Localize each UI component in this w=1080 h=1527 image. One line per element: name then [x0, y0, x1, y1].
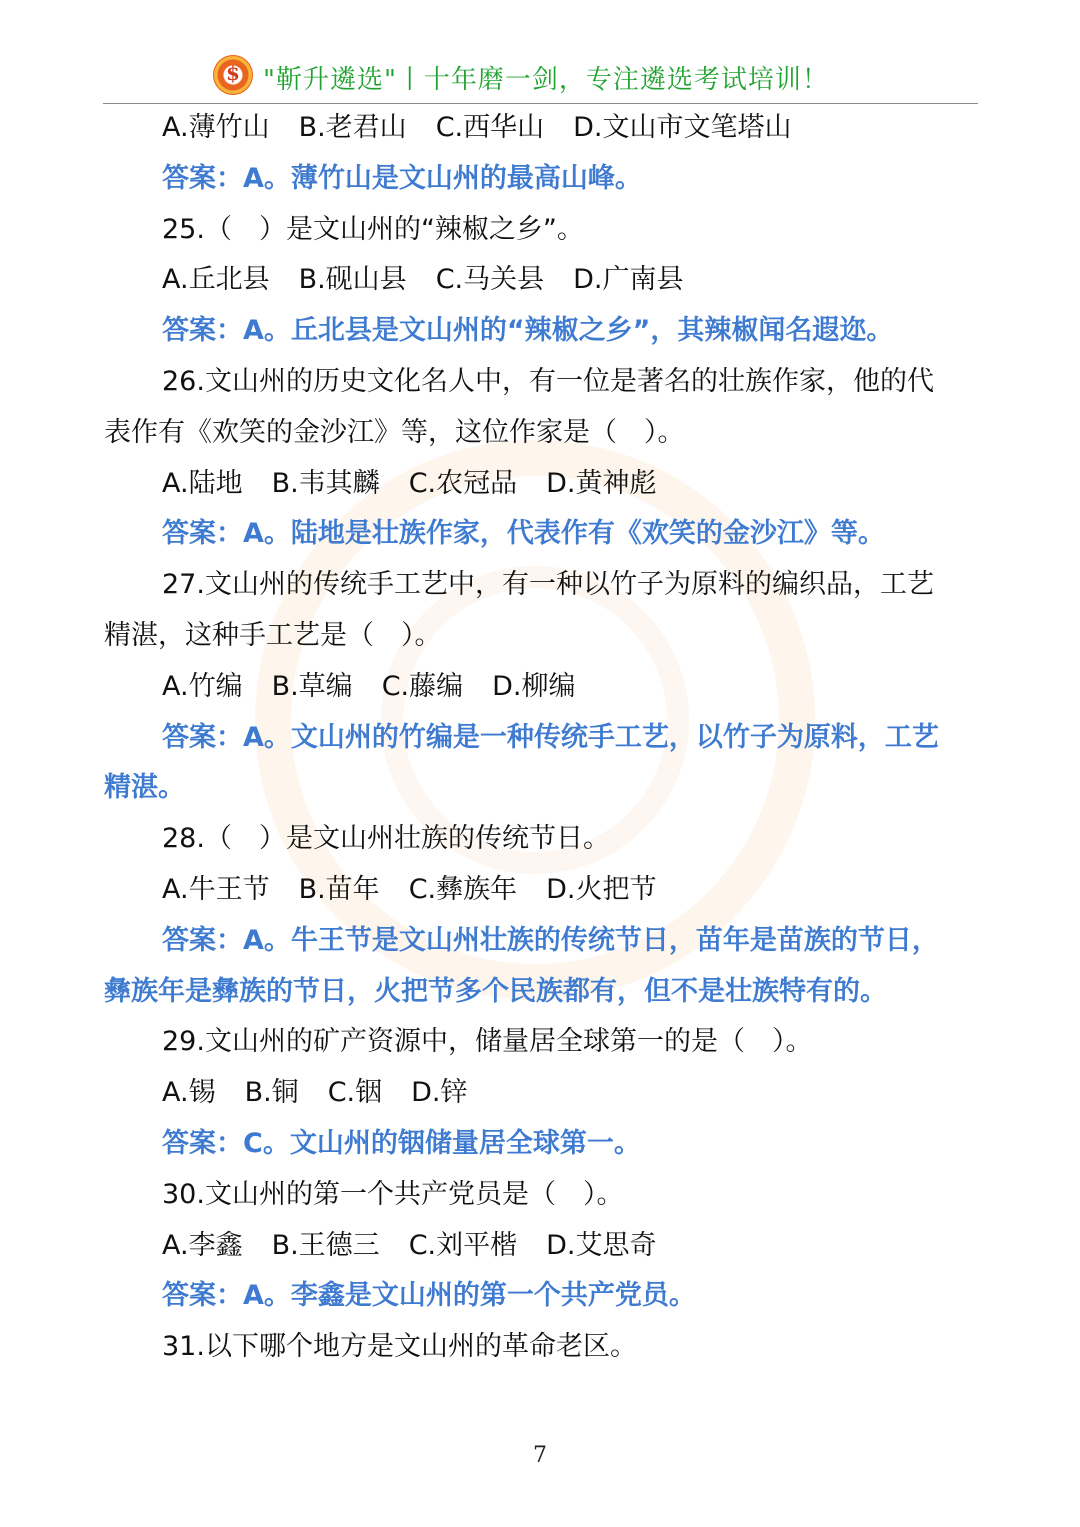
answer-line: 答案：A。牛王节是文山州壮族的传统节日，苗年是苗族的节日，: [162, 924, 939, 956]
option-line: [162, 111, 821, 145]
option-line: [162, 670, 605, 704]
answer-line: 答案：A。陆地是壮族作家，代表作有《欢笑的金沙江》等。: [162, 518, 885, 550]
option-line: [162, 1229, 686, 1263]
option-item: C.铟: [327, 1077, 383, 1109]
option-item: D.艾思奇: [546, 1229, 657, 1261]
option-item: A.丘北县: [162, 264, 270, 296]
option-item: A.陆地: [162, 467, 243, 499]
option-item: D.锌: [411, 1077, 468, 1109]
option-item: A.李鑫: [162, 1229, 243, 1261]
option-item: C.农冠品: [408, 467, 518, 499]
question-line: 29.文山州的矿产资源中，储量居全球第一的是（ ）。: [162, 1026, 813, 1058]
question-line: 表作有《欢笑的金沙江》等，这位作家是（ ）。: [104, 416, 685, 448]
option-line: [162, 263, 713, 297]
option-item: C.西华山: [435, 112, 545, 143]
page-header: [103, 55, 978, 104]
option-item: C.彝族年: [408, 874, 518, 905]
answer-line: 答案：A。丘北县是文山州的“辣椒之乡”，其辣椒闻名遐迩。: [162, 315, 894, 347]
option-item: B.韦其麟: [271, 467, 380, 499]
option-line: [162, 1076, 497, 1110]
page-number: 7: [533, 1443, 547, 1468]
option-item: C.刘平楷: [408, 1229, 518, 1261]
option-item: B.王德三: [271, 1229, 380, 1261]
logo-icon: [213, 55, 253, 95]
header-slogan: "靳升遴选"丨十年磨一剑，专注遴选考试培训！: [263, 65, 829, 95]
option-item: A.薄竹山: [162, 112, 270, 143]
answer-line: 精湛。: [104, 772, 185, 804]
option-line: [162, 467, 686, 501]
option-item: D.文山市文笔塔山: [573, 112, 792, 143]
option-item: B.砚山县: [298, 264, 407, 296]
option-item: A.牛王节: [162, 874, 270, 905]
option-item: D.柳编: [492, 670, 576, 702]
option-line: [162, 873, 686, 907]
question-line: 31.以下哪个地方是文山州的革命老区。: [162, 1331, 637, 1363]
answer-line: 彝族年是彝族的节日，火把节多个民族都有，但不是壮族特有的。: [104, 975, 887, 1007]
question-line: 精湛，这种手工艺是（ ）。: [104, 620, 442, 651]
question-line: 25.（ ）是文山州的“辣椒之乡”。: [162, 213, 584, 245]
option-item: D.黄神彪: [546, 467, 657, 499]
option-item: B.苗年: [298, 874, 380, 905]
option-item: C.马关县: [435, 264, 545, 296]
answer-line: 答案：C。文山州的铟储量居全球第一。: [162, 1128, 641, 1159]
question-line: 30.文山州的第一个共产党员是（ ）。: [162, 1178, 624, 1210]
answer-line: 答案：A。薄竹山是文山州的最高山峰。: [162, 162, 642, 194]
option-item: A.竹编: [162, 670, 243, 702]
question-line: 26.文山州的历史文化名人中，有一位是著名的壮族作家，他的代: [162, 366, 934, 397]
option-item: B.草编: [271, 670, 353, 702]
answer-line: 答案：A。文山州的竹编是一种传统手工艺，以竹子为原料，工艺: [162, 721, 939, 753]
option-item: D.广南县: [573, 264, 684, 296]
option-item: B.老君山: [298, 112, 407, 143]
option-item: D.火把节: [546, 874, 657, 905]
question-line: 28.（ ）是文山州壮族的传统节日。: [162, 823, 610, 855]
question-line: 27.文山州的传统手工艺中，有一种以竹子为原料的编织品，工艺: [162, 569, 934, 601]
option-item: C.藤编: [381, 670, 464, 702]
answer-line: 答案：A。李鑫是文山州的第一个共产党员。: [162, 1280, 696, 1312]
option-item: B.铜: [244, 1077, 299, 1109]
option-item: A.锡: [162, 1077, 216, 1109]
